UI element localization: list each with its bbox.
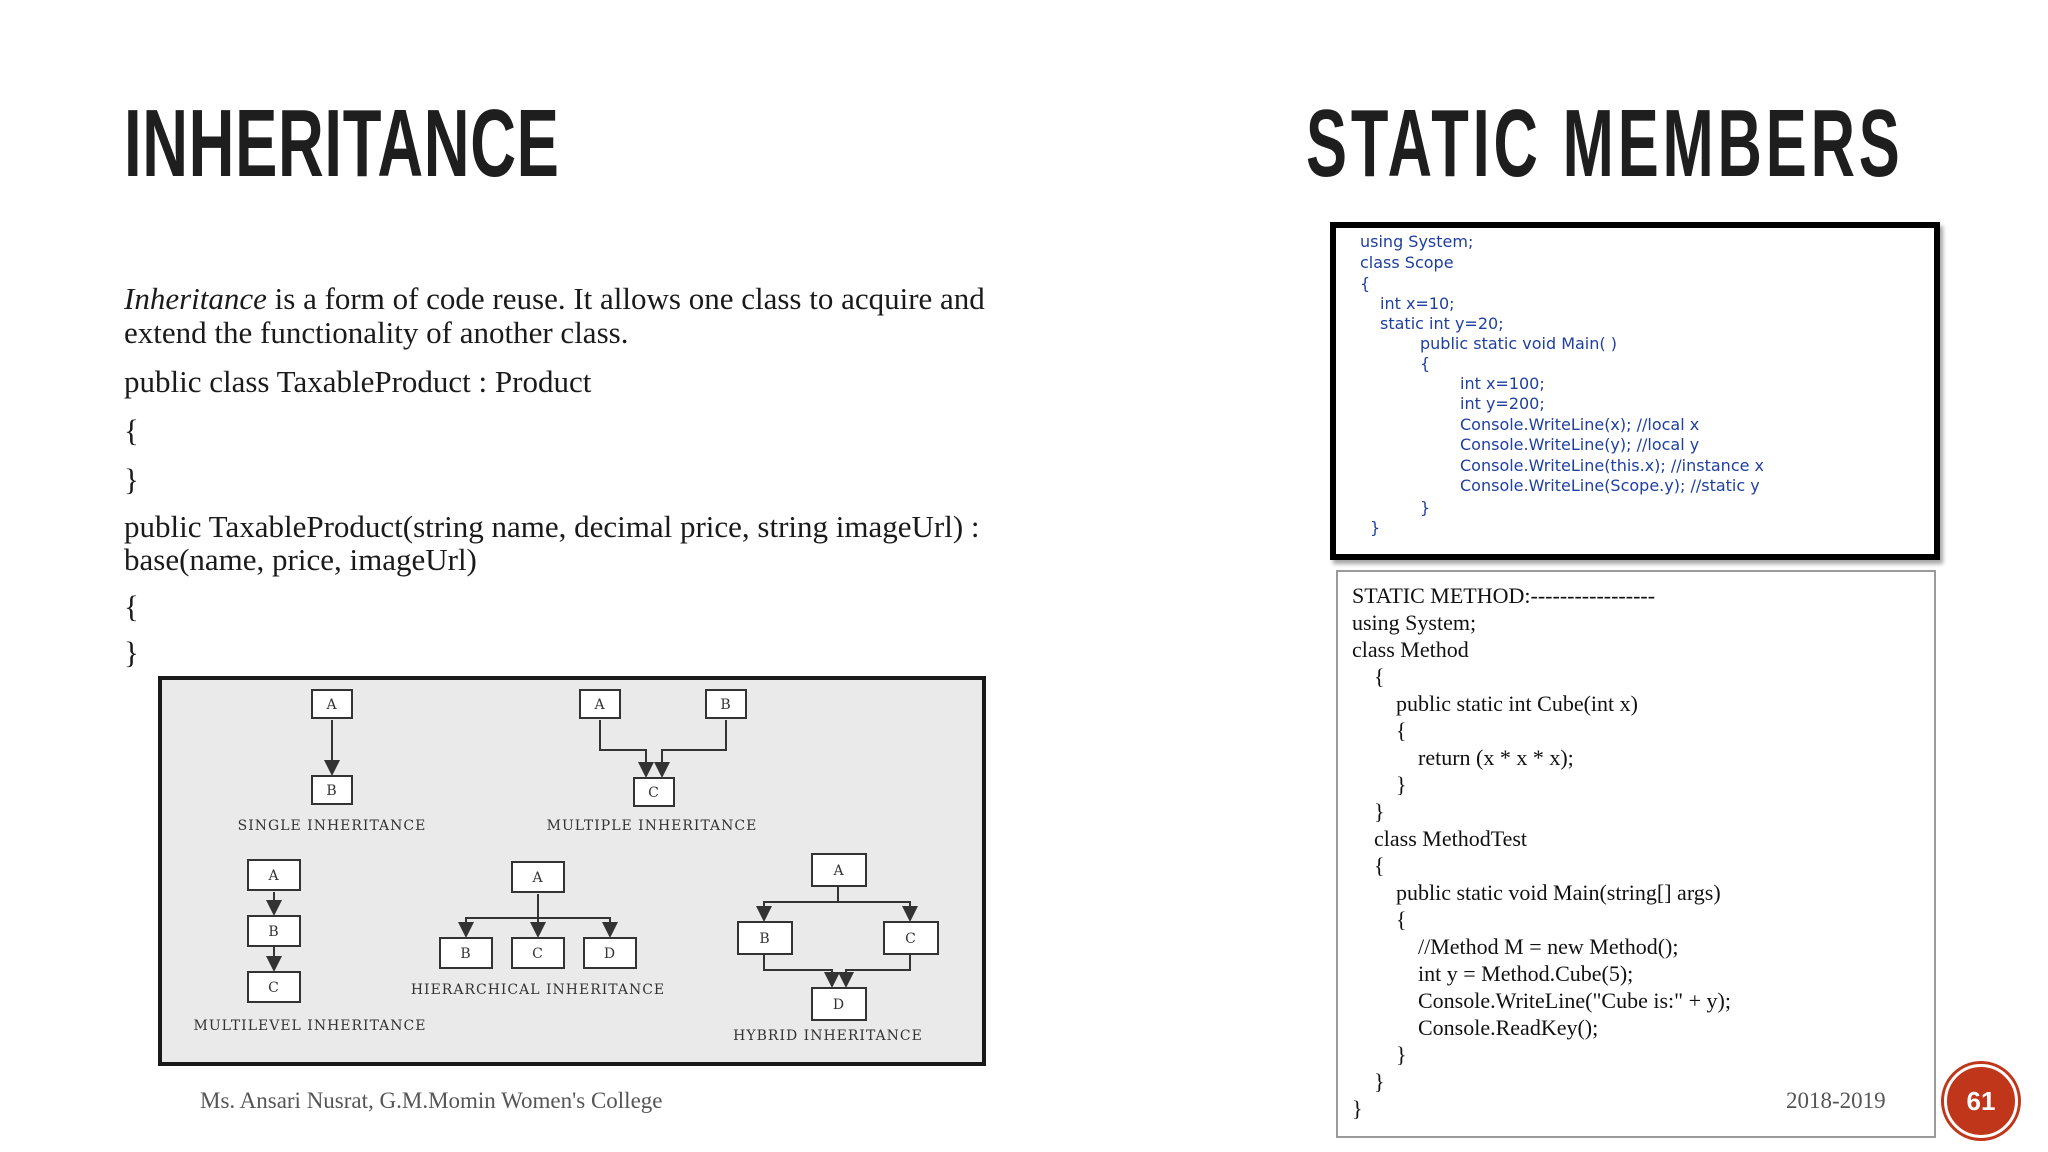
svg-text:A: A [833, 863, 845, 879]
code-line: public static void Main( ) [1420, 334, 1617, 353]
code-line: { [1420, 354, 1431, 373]
scope-code-image [1330, 222, 1940, 560]
page-number: 61 [1966, 1085, 1996, 1116]
svg-text:C: C [648, 785, 660, 801]
code-line: int x=10; [1380, 294, 1455, 313]
node-b [706, 690, 746, 718]
code-line: STATIC METHOD:----------------- [1352, 583, 1656, 608]
edge [662, 720, 726, 776]
code-line: { [124, 413, 139, 448]
code-line: Console.WriteLine("Cube is:" + y); [1418, 988, 1731, 1013]
code-line: base(name, price, imageUrl) [124, 542, 477, 577]
code-line: Console.WriteLine(x); //local x [1460, 415, 1700, 434]
node-b [738, 922, 792, 954]
code-line: } [1374, 1069, 1385, 1094]
code-line: using System; [1360, 232, 1474, 251]
node-c [512, 938, 564, 968]
multiple-inheritance-group [547, 690, 758, 834]
page-number-badge [1944, 1064, 2018, 1138]
code-line: { [124, 589, 139, 624]
single-inheritance-group [238, 690, 427, 834]
svg-text:A: A [326, 697, 338, 713]
node-c [248, 972, 300, 1002]
code-line: } [1352, 1096, 1363, 1121]
svg-text:B: B [759, 931, 771, 947]
code-line: } [124, 635, 139, 670]
footer-year: 2018-2019 [1786, 1088, 1886, 1113]
intro-rest: is a form of code reuse. It allows one class to acquire and [266, 281, 985, 316]
edge [764, 954, 832, 986]
svg-text:C: C [268, 980, 280, 996]
code-line: Console.WriteLine(this.x); //instance x [1460, 456, 1765, 475]
code-line: class MethodTest [1374, 826, 1528, 851]
svg-text:B: B [460, 946, 472, 962]
node-d [584, 938, 636, 968]
multiple-inheritance-label: MULTIPLE INHERITANCE [546, 818, 758, 834]
intro-term: Inheritance [124, 281, 267, 316]
code-line: int y=200; [1460, 394, 1545, 413]
svg-text:A: A [594, 697, 606, 713]
node-a [312, 690, 352, 718]
code-line: class Method [1352, 637, 1469, 662]
svg-text:D: D [603, 946, 617, 962]
single-inheritance-label: SINGLE INHERITANCE [237, 818, 427, 834]
code-line: { [1374, 664, 1385, 689]
intro-paragraph-line-1 [124, 282, 985, 316]
code-line: } [1420, 498, 1431, 517]
multilevel-inheritance-group [194, 860, 427, 1034]
code-line: public class TaxableProduct : Product [124, 364, 592, 399]
node-a [812, 854, 866, 886]
svg-text:D: D [832, 997, 846, 1013]
slide-title-inheritance: INHERITANCE [124, 90, 560, 197]
code-line: Console.WriteLine(y); //local y [1460, 435, 1700, 454]
code-line: { [1396, 718, 1407, 743]
edge [600, 720, 646, 776]
svg-text:C: C [532, 946, 544, 962]
node-c [634, 778, 674, 806]
code-line: class Scope [1360, 253, 1454, 272]
code-line: } [124, 462, 139, 497]
code-line: public static void Main(string[] args) [1396, 880, 1721, 905]
diagram-canvas [162, 680, 982, 1062]
multilevel-inheritance-label: MULTILEVEL INHERITANCE [193, 1018, 427, 1034]
node-b [248, 916, 300, 946]
edge [764, 886, 838, 920]
edge [466, 894, 538, 936]
edge [538, 918, 610, 936]
svg-text:C: C [905, 931, 917, 947]
code-line: } [1374, 799, 1385, 824]
hierarchical-inheritance-label: HIERARCHICAL INHERITANCE [410, 982, 666, 998]
code-line: Console.WriteLine(Scope.y); //static y [1460, 476, 1760, 495]
code-line: //Method M = new Method(); [1418, 934, 1679, 959]
code-line: using System; [1352, 610, 1477, 635]
code-line: { [1374, 853, 1385, 878]
node-a [248, 860, 300, 890]
footer-author: Ms. Ansari Nusrat, G.M.Momin Women's College [200, 1088, 663, 1113]
code-line: public static int Cube(int x) [1396, 691, 1638, 716]
slide-title-static-members: STATIC MEMBERS [1306, 90, 1904, 197]
hierarchical-inheritance-group [411, 862, 665, 998]
code-line: { [1360, 274, 1371, 293]
code-line: } [1370, 518, 1381, 537]
hybrid-inheritance-label: HYBRID INHERITANCE [733, 1028, 923, 1044]
code-line: return (x * x * x); [1418, 745, 1574, 770]
node-b [440, 938, 492, 968]
node-a [580, 690, 620, 718]
svg-text:A: A [532, 870, 544, 886]
node-b [312, 776, 352, 804]
svg-text:B: B [326, 783, 338, 799]
node-a [512, 862, 564, 892]
svg-text:B: B [268, 924, 280, 940]
code-line: } [1396, 772, 1407, 797]
code-line: int y = Method.Cube(5); [1418, 961, 1634, 986]
hybrid-inheritance-group [733, 854, 938, 1044]
intro-paragraph-line-2: extend the functionality of another class. [124, 315, 629, 350]
edge [838, 902, 910, 920]
code-line: public TaxableProduct(string name, decimal price, string imageUrl) : [124, 509, 980, 544]
code-line: { [1396, 907, 1407, 932]
svg-text:B: B [720, 697, 732, 713]
code-line: static int y=20; [1380, 314, 1504, 333]
static-method-code-box [1336, 570, 1936, 1138]
inheritance-types-diagram [158, 676, 986, 1066]
node-c [884, 922, 938, 954]
edge [846, 954, 910, 986]
code-line: int x=100; [1460, 374, 1545, 393]
code-line: } [1396, 1042, 1407, 1067]
code-line: Console.ReadKey(); [1418, 1015, 1599, 1040]
svg-text:A: A [268, 868, 280, 884]
node-d [812, 988, 866, 1020]
